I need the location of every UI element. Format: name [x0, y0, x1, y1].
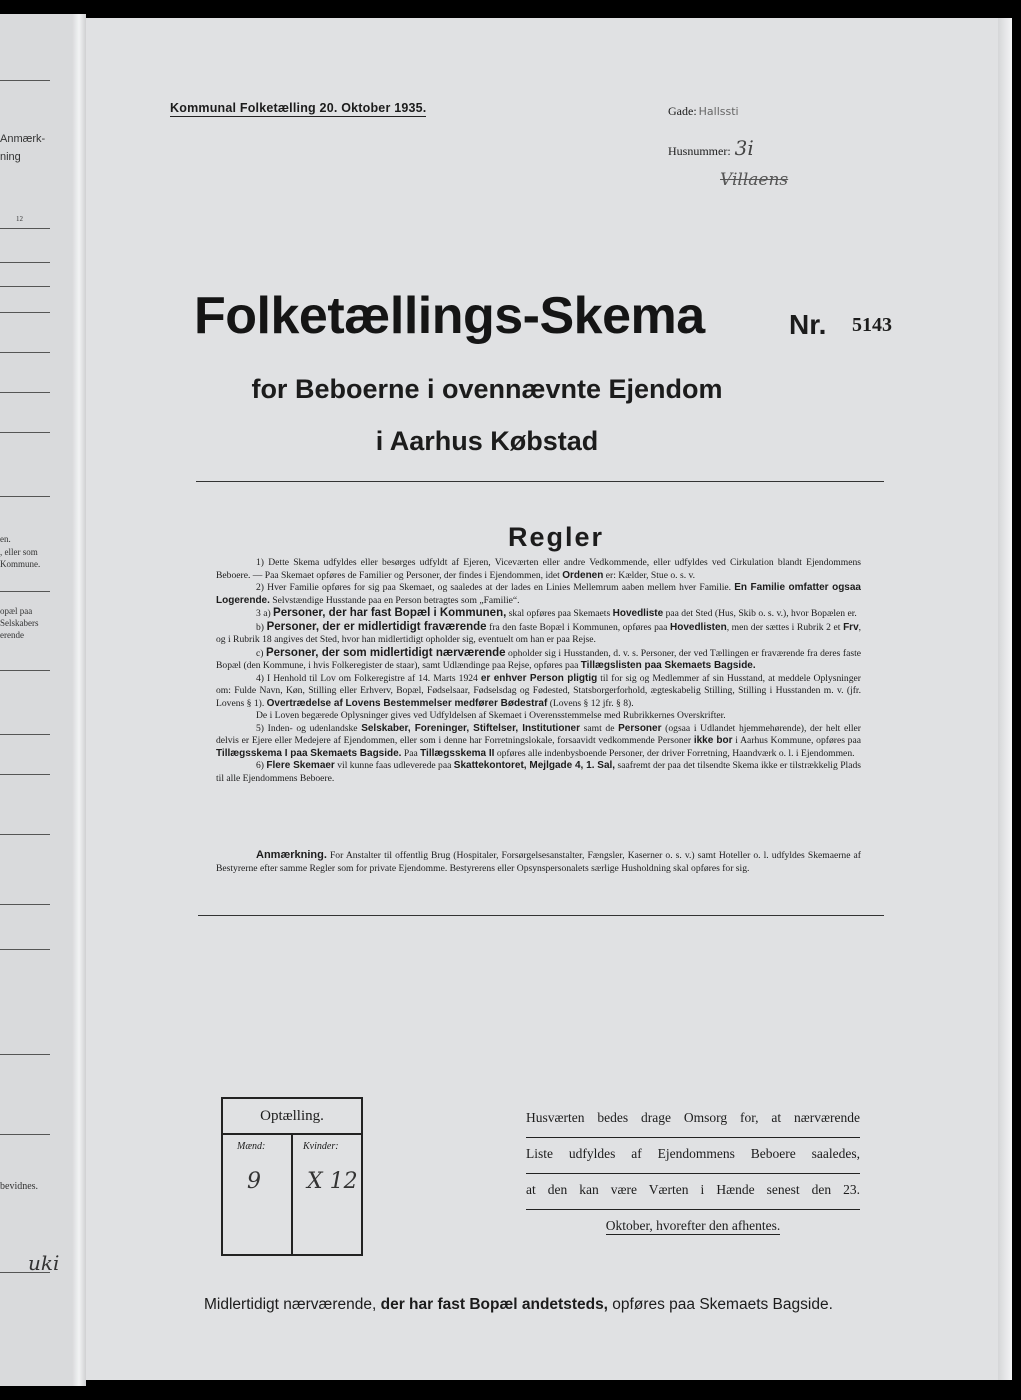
divider	[0, 286, 50, 287]
left-text: uki	[28, 1251, 60, 1275]
notice-line: Husværten bedes drage Omsorg for, at nærværende	[526, 1102, 860, 1138]
men-count: 9	[247, 1169, 261, 1194]
divider	[196, 481, 884, 482]
count-box	[221, 1097, 363, 1256]
women-label: Kvinder:	[303, 1141, 339, 1152]
divider	[0, 80, 50, 81]
page-edge	[998, 18, 1012, 1380]
rule-1: 1) Dette Skema udfyldes eller besørges udfyldt af Ejeren, Viceværten eller andre Vedkommende, eller udfyldes ved Cirkulation blandt Ejendommens Beboere. — Paa Skemaet opføres de Familier og Personer, der findes i Ejendommen, idet Ordenen er: Kælder, Stue o. s. v.	[216, 557, 861, 581]
rule-4: 4) I Henhold til Lov om Folkeregistre af 14. Marts 1924 er enhver Person pligtig til for sig og Medlemmer af sin Husstand, at meddele Oplysninger om: Fulde Navn, Køn, Stilling eller Erhverv, Bopæl, Fødselsaar, Fødselsdag og Fødested, Statsborgerforhold, ægteskabelig Stilling, Stilling i Husstanden m. v. (jfr. Lovens § 1). Overtrædelse af Lovens Bestemmelser medfører Bødestraf (Lovens § 12 jfr. § 8).	[216, 672, 861, 709]
house-number-value: 3i	[734, 136, 754, 160]
rule-4-note: De i Loven begærede Oplysninger gives ved Udfyldelsen af Skemaet i Overensstemmelse med Rubrikkernes Overskrifter.	[256, 710, 726, 721]
divider	[0, 228, 50, 229]
left-page-edge	[0, 14, 78, 1386]
divider	[0, 262, 50, 263]
divider	[198, 915, 884, 916]
divider	[0, 392, 50, 393]
left-text: Anmærk-	[0, 133, 46, 145]
left-text: 12	[16, 215, 23, 223]
left-text: en.	[0, 534, 11, 544]
women-count: X 12	[307, 1169, 358, 1194]
notice-line: Liste udfyldes af Ejendommens Beboere saaledes,	[526, 1138, 860, 1174]
rule-3c: c) Personer, der som midlertidigt nærværende opholder sig i Husstanden, d. v. s. Personer, der ved Tællingen er fraværende fra deres faste Bopæl (den Kommune, i hvis Folkeregister de staar), samt Udlændinge paa Rejse, opføres paa Tillægslisten paa Skemaets Bagside.	[216, 646, 861, 671]
remark-text: For Anstalter til offentlig Brug (Hospitaler, Forsørgelsesanstalter, Fængsler, Kaserner o. s. v.) samt Hoteller o. l. udfyldes Skemaerne af Bestyrerne efter samme Regler som for private Ejendomme. Bestyrerens eller Opsynspersonalets særlige Husholdning skal opføres for sig.	[216, 850, 861, 874]
form-location: i Aarhus Købstad	[375, 426, 599, 456]
form-number-value: 5143	[852, 314, 892, 336]
divider	[0, 1272, 50, 1273]
divider	[0, 734, 50, 735]
count-box-title: Optælling.	[223, 1099, 361, 1135]
count-box-divider	[291, 1135, 293, 1254]
street-value: Hallssti	[698, 105, 739, 118]
divider	[0, 834, 50, 835]
left-text: , eller som	[0, 547, 38, 557]
remark-paragraph	[216, 849, 861, 875]
rule-6: 6) Flere Skemaer vil kunne faas udleverede paa Skattekontoret, Mejlgade 4, 1. Sal, saafremt der paa det tilsendte Skema ikke er tilstrækkelig Plads til alle Ejendommens Beboere.	[216, 760, 861, 784]
footer-note: Midlertidigt nærværende, der har fast Bopæl andetsteds, opføres paa Skemaets Bagside.	[204, 1296, 833, 1313]
left-text: bevidnes.	[0, 1181, 39, 1192]
divider	[0, 1134, 50, 1135]
remark-label: Anmærkning.	[256, 849, 327, 861]
divider	[0, 312, 50, 313]
form-subtitle: for Beboerne i ovennævnte Ejendom	[251, 374, 723, 404]
men-label: Mænd:	[237, 1141, 266, 1152]
divider	[0, 432, 50, 433]
form-number-label: Nr.	[789, 309, 827, 340]
rule-5: 5) Inden- og udenlandske Selskaber, Foreninger, Stiftelser, Institutioner samt de Personer (ogsaa i Udlandet hjemmehørende), der helt eller delvis er Ejere eller Medejere af Ejendommen, eller som i denne har Forretningslokale, forsaavidt vedkommende Personer ikke bor i Aarhus Kommune, opføres paa Tillægsskema I paa Skemaets Bagside. Paa Tillægsskema II opføres alle indenbysboende Personer, der driver Forretning, Haandværk o. l. i Ejendommen.	[216, 722, 861, 759]
divider	[0, 949, 50, 950]
divider	[0, 1054, 50, 1055]
notice-line-last: Oktober, hvorefter den afhentes.	[605, 1218, 781, 1233]
left-text: Selskabers	[0, 618, 39, 628]
notice-line: at den kan være Værten i Hænde senest den 23.	[526, 1174, 860, 1210]
form-title: Folketællings-Skema	[194, 287, 705, 345]
divider	[0, 670, 50, 671]
street-label: Gade:	[668, 104, 697, 118]
page-fold	[72, 14, 86, 1386]
house-number-label: Husnummer:	[668, 144, 731, 158]
landlord-notice	[526, 1102, 860, 1246]
rule-3b: b) Personer, der er midlertidigt fraværende fra den faste Bopæl i Kommunen, opføres paa Hovedlisten, men der sættes i Rubrik 2 et Frv, og i Rubrik 18 angives det Sted, hvor han midlertidigt opholder sig, eventuelt om han er paa Rejse.	[216, 620, 862, 645]
rule-3a: 3 a) Personer, der har fast Bopæl i Kommunen, skal opføres paa Skemaets Hovedliste paa det Sted (Hus, Skib o. s. v.), hvor Bopælen er.	[256, 607, 857, 619]
divider	[0, 352, 50, 353]
divider	[0, 591, 50, 592]
rules-heading: Regler	[507, 522, 605, 552]
divider	[0, 774, 50, 775]
left-text: ning	[0, 151, 21, 163]
villa-field-struck: Villaens	[720, 170, 789, 190]
divider	[0, 496, 50, 497]
street-field	[668, 104, 739, 119]
census-form-page	[86, 18, 1012, 1380]
rule-2: 2) Hver Familie opføres for sig paa Skemaet, og saaledes at der lades en Linies Mellemrum aaben mellem hver Familie. En Familie omfatter ogsaa Logerende. Selvstændige Husstande paa en Person betragtes som „Familie“.	[216, 582, 861, 606]
left-text: erende	[0, 630, 24, 640]
left-text: opæl paa	[0, 606, 33, 616]
left-text: Kommune.	[0, 559, 41, 569]
divider	[0, 904, 50, 905]
rules-text	[216, 557, 861, 785]
census-header: Kommunal Folketælling 20. Oktober 1935.	[170, 101, 427, 115]
house-number-field	[668, 136, 754, 160]
